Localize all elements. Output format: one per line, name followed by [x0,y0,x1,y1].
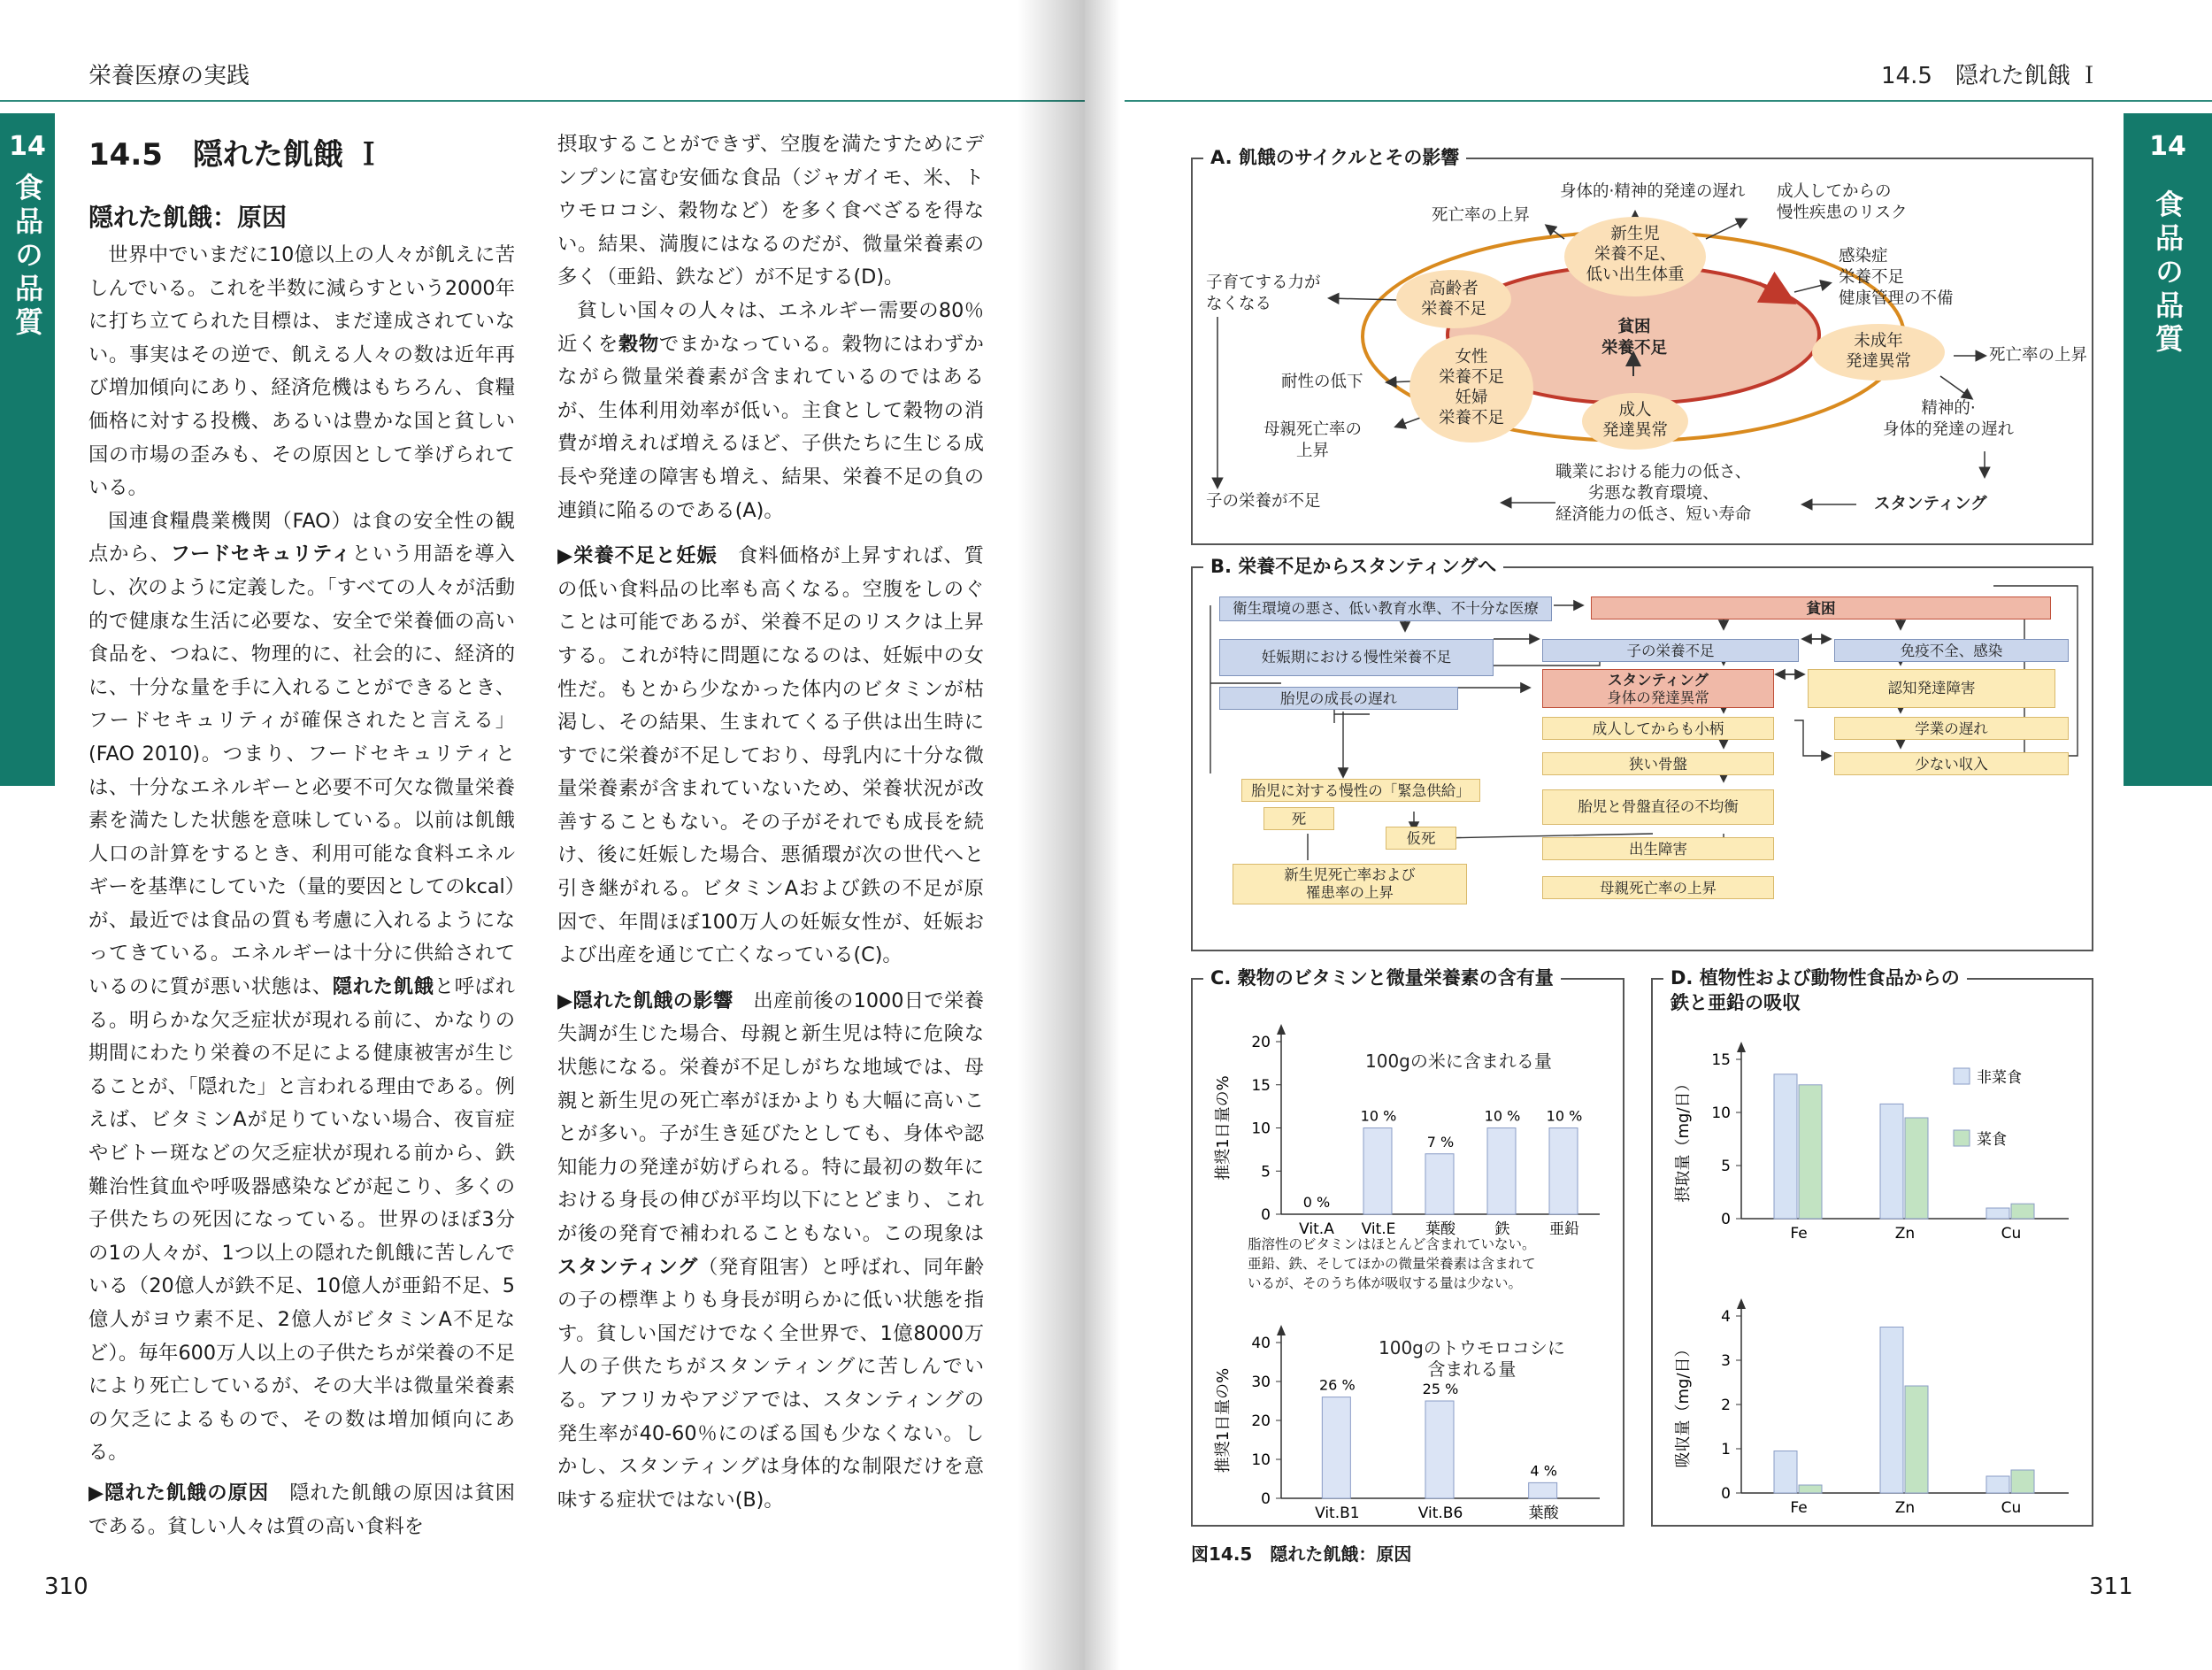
bar [2011,1204,2034,1219]
bar [1363,1128,1392,1215]
panel-a [1191,147,2093,545]
label-child-short: 子の栄養が不足 [1206,492,1321,511]
chapter-label: 食品の品質 [11,173,44,341]
chart-c1 [1193,980,1623,1254]
paragraph: ▶隠れた飢餓の影響 出産前後の1000日で栄養失調が生じた場合、母親と新生児は特に危険な状態になる。栄養が不足しがちな地域では、母親と新生児の死亡率がほかよりも大幅に高いことが多い。子が生き延びたとしても、身体や認知能力の発達が妨げられる。特に最初の数年における身長の伸びが平均以下にとどまり、これが後の発育で補われることもない。この現象はスタンティング（発育阻害）と呼ばれ、同年齢の子の標準よりも身長が明らかに低い状態を指す。貧しい国だけでなく全世界で、1億8000万人の子供たちがスタンティングに苦しんでいる。アフリカやアジアでは、スタンティングの発生率が40-60％にのぼる国も少なくない。しかし、スタンティングは身体的な制限だけを意味する症状ではない(B)。 [557,989,984,1512]
y-tick-label: 20 [1251,1034,1271,1051]
y-axis-arrow [1277,1325,1286,1335]
paragraph: 摂取することができず、空腹を満たすためにデンプンに富む安価な食品（ジャガイモ、米、トウモロコシ、穀物など）を多く食べざるを得ない。結果、満腹にはなるのだが、微量栄養素の多く（亜鉛、鉄など）が不足する(D)。 [557,133,984,289]
bar [1799,1085,1822,1219]
data-label: 4 % [1530,1462,1557,1480]
paragraph: ▶隠れた飢餓の原因 隠れた飢餓の原因は貧困である。貧しい人々は質の高い食料を [88,1481,515,1538]
panel-d-title: D. 植物性および動物性食品からの 鉄と亜鉛の吸収 [1663,966,1967,1015]
gutter-shadow [1085,0,1120,1670]
x-tick-label: Vit.B6 [1417,1505,1463,1522]
legend-label: 菜食 [1977,1131,2007,1149]
label-work: 職業における能力の低さ、 劣悪な教育環境、 経済能力の低さ、短い寿命 [1555,463,1752,524]
box-birth: 出生障害 [1542,837,1774,860]
box-imbalance: 胎児と骨盤直径の不均衡 [1542,789,1774,825]
node-woman: 女性 栄養不足 妊婦 栄養不足 [1409,335,1533,443]
chapter-number: 14 [2149,131,2186,162]
box-emergency: 胎児に対する慢性の「緊急供給」 [1241,779,1480,802]
box-env: 衛生環境の悪さ、低い教育水準、不十分な医療 [1219,596,1552,621]
bar [1774,1074,1797,1219]
y-tick-label: 40 [1251,1335,1271,1352]
y-axis-label: 推奨1日量の% [1214,1367,1233,1474]
x-tick-label: Vit.B1 [1315,1505,1360,1522]
paragraph: 貧しい国々の人々は、エネルギー需要の80％近くを穀物でまかなっている。穀物にはわずかながら微量栄養素が含まれているのではあるが、生体利用効率が低い。主食として穀物の消費が増えれば増えるほど、子供たちに生じる成長や発達の障害も増え、結果、栄養不足の負の連鎖に陥るのである(A)。 [557,298,984,522]
bar [1529,1482,1557,1498]
node-newborn: 新生児 栄養不足、 低い出生体重 [1564,217,1706,296]
legend-swatch [1954,1130,1970,1146]
panel-a-title: A. 飢餓のサイクルとその影響 [1203,145,1466,170]
label-tolerance: 耐性の低下 [1281,373,1363,391]
text-column-1 [88,133,515,1543]
label-stunting: スタンティング [1874,495,1987,513]
box-child: 子の栄養不足 [1542,639,1799,662]
y-axis-label: 吸収量（mg/日） [1674,1341,1693,1468]
y-tick-label: 15 [1711,1051,1731,1069]
bar [1905,1386,1928,1493]
panel-b [1191,556,2093,951]
x-tick-label: Fe [1790,1499,1808,1517]
panel-c [1191,967,1624,1527]
box-income: 少ない収入 [1834,752,2069,775]
x-tick-label: 葉酸 [1425,1220,1455,1238]
panel-d [1651,967,2093,1527]
chapter-label: 食品の品質 [2151,189,2185,358]
label-maternal: 母親死亡率の 上昇 [1263,420,1363,460]
label-mortality-right: 死亡率の上昇 [1989,346,2088,365]
term-food-security: フードセキュリティ [170,543,352,566]
y-tick-label: 1 [1721,1441,1731,1458]
node-elderly: 高齢者 栄養不足 [1396,270,1511,328]
x-tick-label: Cu [2001,1225,2022,1243]
y-tick-label: 15 [1251,1076,1271,1095]
data-label: 7 % [1426,1133,1455,1151]
data-label: 10 % [1484,1107,1521,1125]
box-school: 学業の遅れ [1834,717,2069,740]
x-tick-label: Fe [1790,1225,1808,1243]
gutter-shadow [1018,0,1085,1670]
y-axis-label: 摂取量（mg/日） [1674,1075,1693,1203]
y-tick-label: 10 [1251,1120,1271,1138]
box-small: 成人してからも小柄 [1542,717,1774,740]
data-label: 10 % [1546,1107,1583,1125]
box-death: 死 [1263,807,1334,830]
chart-c1-subtitle: 100gの米に含まれる量 [1365,1050,1552,1072]
box-narrow: 狭い骨盤 [1542,752,1774,775]
box-immune: 免疫不全、感染 [1834,639,2069,662]
y-axis-label: 推奨1日量の% [1214,1075,1233,1181]
x-tick-label: Vit.A [1299,1220,1334,1238]
header-rule [1125,100,2212,102]
y-axis-arrow [1737,1042,1746,1052]
y-axis-arrow [1737,1298,1746,1309]
label-raise-power: 子育てする力が なくなる [1206,273,1321,313]
running-header: 栄養医療の実践 [88,63,250,89]
label-dev-delay: 身体的·精神的発達の遅れ [1560,182,1746,201]
page-number: 311 [2089,1574,2133,1600]
x-tick-label: Zn [1894,1225,1916,1243]
bar [1425,1154,1454,1214]
box-maternal: 母親死亡率の上昇 [1542,876,1774,899]
right-page [1085,0,2212,1670]
text-column-2 [557,128,984,1517]
box-preg: 妊娠期における慢性栄養不足 [1219,639,1494,676]
x-tick-label: 葉酸 [1528,1505,1559,1522]
chart-c1-note: 脂溶性のビタミンはほとんど含まれていない。 亜鉛、鉄、そしてほかの微量栄養素は含まれて いるが、そのうち体が吸収する量は少ない。 [1248,1236,1536,1291]
box-asphyxia: 仮死 [1386,827,1456,850]
y-tick-label: 5 [1261,1163,1271,1181]
data-label: 0 % [1302,1194,1331,1211]
label-infection: 感染症 栄養不足 健康管理の不備 [1839,247,1954,308]
running-header: 14.5 隠れた飢餓 Ｉ [1881,63,2101,89]
x-tick-label: 鉄 [1494,1220,1510,1238]
y-tick-label: 0 [1261,1490,1271,1508]
header-rule [0,100,1085,102]
section-title: 14.5 隠れた飢餓 Ｉ [88,137,384,173]
page-number: 310 [44,1574,88,1600]
y-tick-label: 20 [1251,1412,1271,1430]
y-tick-label: 0 [1721,1211,1731,1228]
bar [1880,1328,1903,1494]
subheading: 隠れた飢餓：原因 [88,203,288,232]
chart-c2-subtitle: 100gのトウモロコシに 含まれる量 [1379,1337,1565,1380]
node-adult: 成人 発達異常 [1582,393,1688,450]
y-tick-label: 30 [1251,1374,1271,1391]
x-tick-label: Vit.E [1361,1220,1396,1238]
label-adult-risk: 成人してからの 慢性疾患のリスク [1777,182,1908,222]
bar [2011,1470,2034,1493]
bar [1487,1128,1516,1215]
legend-label: 非菜食 [1977,1069,2022,1087]
x-tick-label: Cu [2001,1499,2022,1517]
y-axis-arrow [1277,1024,1286,1035]
left-page [0,0,1085,1670]
node-minor: 未成年 発達異常 [1812,324,1945,381]
bar [1322,1397,1350,1498]
bar [1905,1118,1928,1219]
legend-swatch [1954,1068,1970,1084]
paragraph: 世界中でいまだに10億以上の人々が飢えに苦しんでいる。これを半数に減らすという2000年に打ち立てられた目標は、まだ達成されていない。事実はその逆で、飢える人々の数は近年再び増加傾向にあり、経済危機はもちろん、食糧価格に対する投機、あるいは豊かな国と貧しい国の市場の歪みも、その原因として挙げられている。 [88,243,515,500]
y-tick-label: 10 [1251,1451,1271,1469]
paragraph: ▶栄養不足と妊娠 食料価格が上昇すれば、質の低い食料品の比率も高くなる。空腹をしのぐことは可能であるが、栄養不足のリスクは上昇する。これが特に問題になるのは、妊娠中の女性だ。もとから少なかった体内のビタミンが枯渇し、その結果、生まれてくる子供は出生時にすでに栄養が不足しており、母乳内に十分な微量栄養素が含まれていないため、栄養状況が改善することもない。その子がそれでも成長を続け、後に妊娠した場合、悪循環が次の世代へと引き継がれる。ビタミンAおよび鉄の不足が原因で、年間ほぼ100万人の妊娠女性が、妊娠および出産を通じて亡くなっている(C)。 [557,544,984,967]
figure-caption: 図14.5 隠れた飢餓：原因 [1191,1543,1412,1565]
chapter-tab [2124,113,2212,786]
bar [1880,1104,1903,1219]
y-tick-label: 2 [1721,1397,1731,1414]
y-tick-label: 0 [1261,1206,1271,1224]
term-hidden-hunger: 隠れた飢餓 [332,975,434,999]
panel-b-title: B. 栄養不足からスタンティングへ [1203,554,1503,579]
box-poverty: 貧困 [1591,596,2051,620]
data-label: 26 % [1319,1376,1356,1394]
center-poverty: 貧困 栄養不足 [1601,318,1667,358]
x-tick-label: Zn [1894,1499,1916,1517]
y-tick-label: 0 [1721,1485,1731,1503]
panel-c-title: C. 穀物のビタミンと微量栄養素の含有量 [1203,966,1561,990]
bar [1986,1208,2009,1219]
box-fetal: 胎児の成長の遅れ [1219,687,1458,710]
bar [1986,1476,2009,1493]
chapter-tab [0,113,55,786]
y-tick-label: 4 [1721,1308,1731,1326]
data-label: 25 % [1422,1381,1459,1397]
box-cognitive: 認知発達障害 [1808,669,2055,708]
bar [1799,1485,1822,1493]
x-tick-label: 亜鉛 [1549,1220,1579,1238]
chart-d1 [1653,1024,2092,1254]
y-tick-label: 10 [1711,1104,1731,1122]
bar [1774,1451,1797,1494]
bar [1425,1401,1454,1498]
label-mortality-top: 死亡率の上昇 [1432,206,1531,225]
chart-c2 [1193,1298,1623,1525]
chart-d2 [1653,1272,2092,1525]
y-tick-label: 3 [1721,1352,1731,1370]
data-label: 10 % [1360,1107,1397,1125]
box-stunting: スタンティング 身体の発達異常 [1542,669,1774,708]
bar [1549,1128,1578,1215]
label-mental: 精神的· 身体的発達の遅れ [1883,399,2015,439]
chapter-number: 14 [9,131,46,162]
box-neonatal: 新生児死亡率および 罹患率の上昇 [1233,864,1467,904]
paragraph: 国連食糧農業機関（FAO）は食の安全性の観点から、フードセキュリティという用語を導入し、次のように定義した。「すべての人々が活動的で健康な生活に必要な、安全で栄養価の高い食品を、つねに、物理的に、社会的に、経済的に、十分な量を手に入れることができるとき、フードセキュリティが確保されたと言える」(FAO 2010)。つまり、フードセキュリティとは、十分なエネルギーと必要不可欠な微量栄養素を満たした状態を意味している。以前は飢餓人口の計算をするとき、利用可能な食料エネルギーを基準にしていた（量的要因としてのkcal）が、最近では食品の質も考慮に入れるようになってきている。エネルギーは十分に供給されているのに質が悪い状態は、隠れた飢餓と呼ばれる。明らかな欠乏症状が現れる前に、かなりの期間にわたり栄養の不足による健康被害が生じることが、「隠れた」と言われる理由である。例えば、ビタミンAが足りていない場合、夜盲症やビトー斑などの欠乏症状が現れる前から、鉄難治性貧血や呼吸器感染などが起こり、多くの子供たちの死因になっている。世界のほぼ3分の1の人々が、1つ以上の隠れた飢餓に苦しんでいる（20億人が鉄不足、10億人が亜鉛不足、5億人がヨウ素不足、2億人がビタミンA不足など）。毎年600万人以上の子供たちが栄養の不足により死亡しているが、その大半は微量栄養素の欠乏によるもので、その数は増加傾向にある。 [88,509,515,1465]
y-tick-label: 5 [1721,1158,1731,1175]
